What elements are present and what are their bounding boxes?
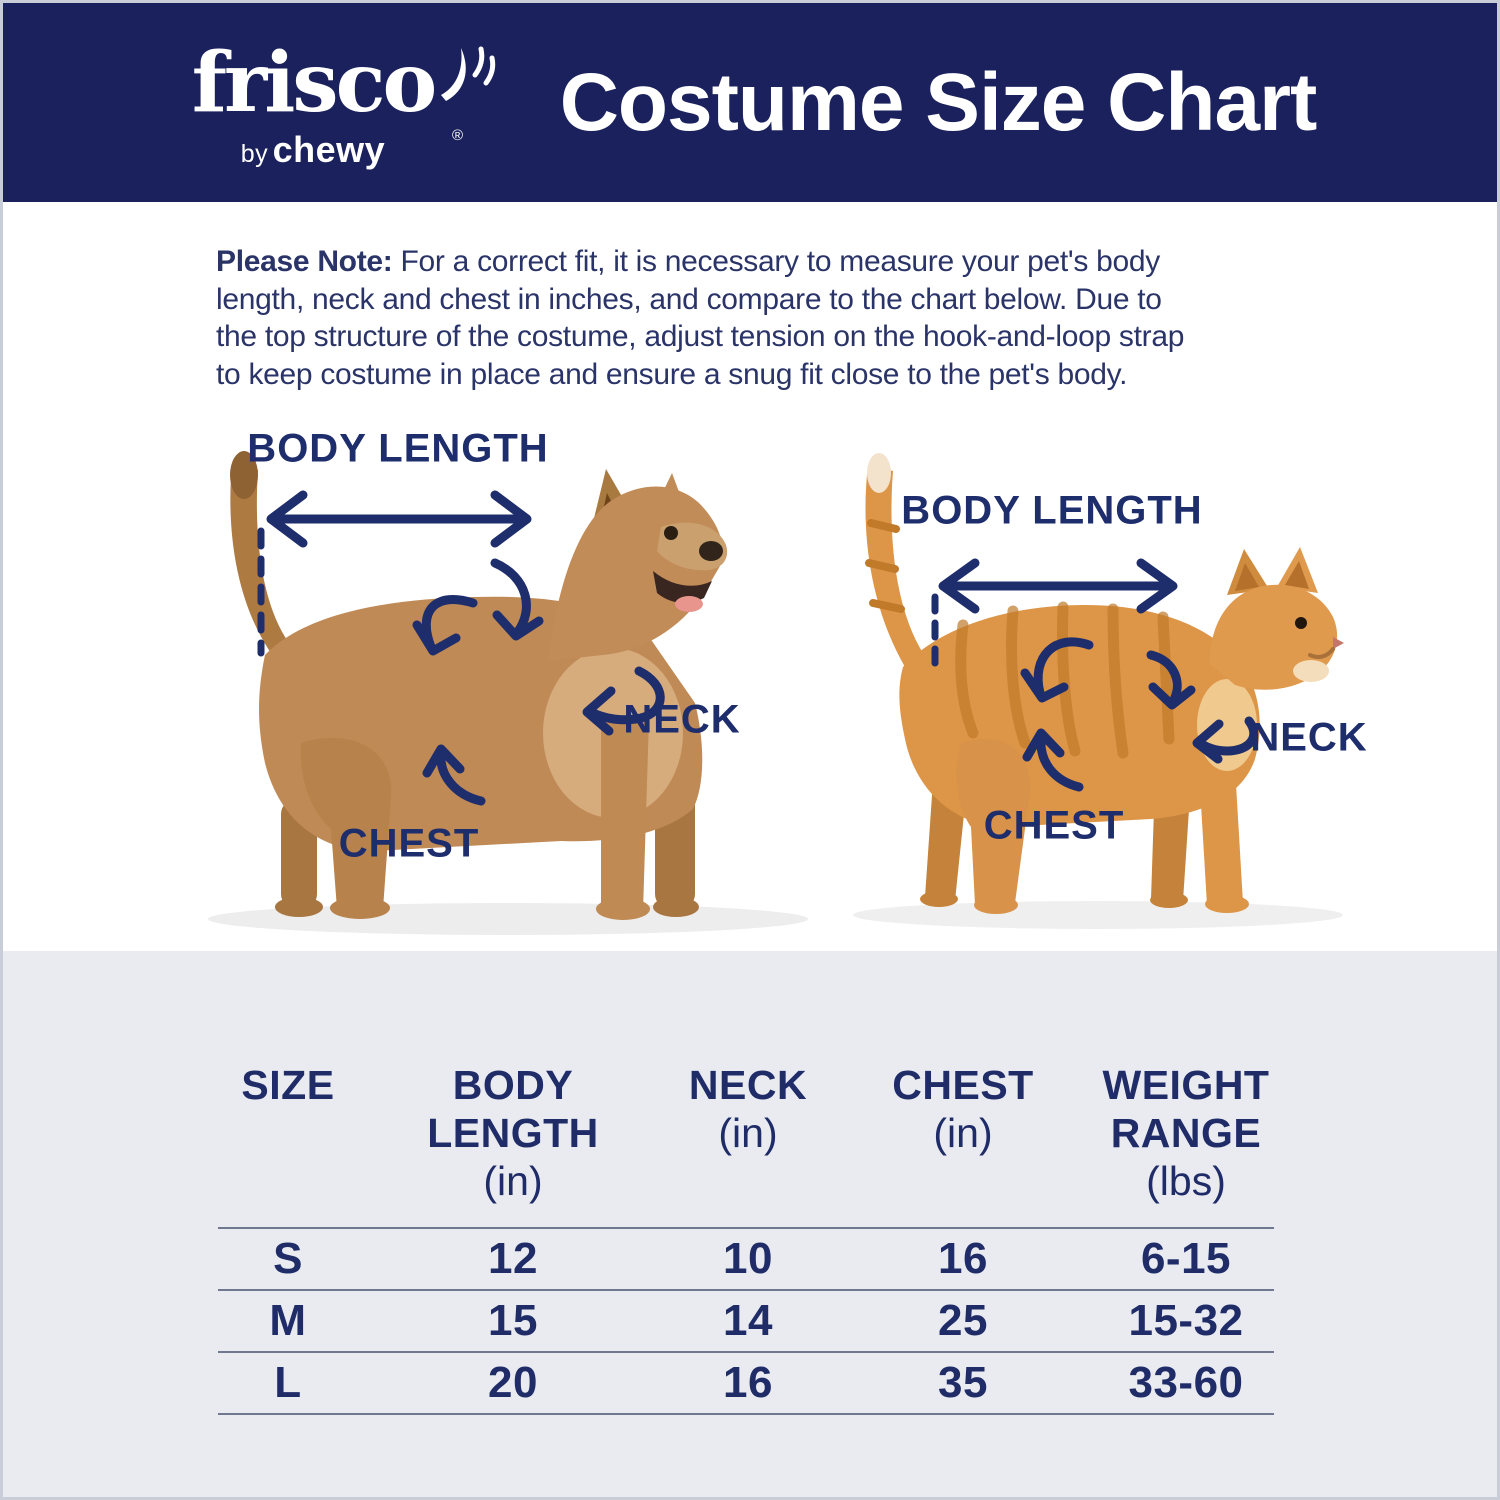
- dog-neck-label: NECK: [623, 697, 741, 742]
- cat-body-length-arrow: [943, 563, 1173, 609]
- col-header-weight-range: WEIGHT RANGE (lbs): [1102, 1062, 1270, 1204]
- size-table-header-row: [218, 1061, 1274, 1205]
- byline-chewy: chewy: [272, 129, 386, 170]
- cell-size: L: [274, 1358, 302, 1407]
- cat-chest-label: CHEST: [983, 803, 1125, 848]
- size-table-body: [218, 1227, 1274, 1415]
- note-line-2: length, neck and chest in inches, and compare to the chart below. Due to: [216, 282, 1162, 316]
- cell-chest: 25: [938, 1296, 988, 1345]
- dog-body-length-arrow: [271, 495, 527, 543]
- cell-chest: 35: [938, 1358, 988, 1407]
- cell-neck: 10: [723, 1234, 773, 1283]
- dog-body-length-label: BODY LENGTH: [247, 426, 549, 471]
- cat-body-length-label: BODY LENGTH: [901, 488, 1203, 533]
- dog-illustration: [208, 451, 808, 935]
- cell-body-length: 15: [488, 1296, 538, 1345]
- col-header-size: SIZE: [241, 1062, 335, 1108]
- note-label: Please Note:: [216, 245, 393, 278]
- cell-body-length: 12: [488, 1234, 538, 1283]
- frisco-logo: frisco: [191, 35, 435, 131]
- size-table: [218, 1061, 1274, 1415]
- table-row-large: [218, 1353, 1274, 1415]
- cell-weight-range: 6-15: [1140, 1234, 1232, 1283]
- dog-chest-label: CHEST: [338, 821, 480, 866]
- cell-chest: 16: [938, 1234, 988, 1283]
- note-line-3: the top structure of the costume, adjust tension on the hook-and-loop strap: [216, 320, 1185, 353]
- registered-mark: ®: [452, 127, 464, 144]
- note-line-4: to keep costume in place and ensure a snug fit close to the pet's body.: [216, 357, 1128, 391]
- byline-by: by: [240, 140, 269, 168]
- cell-neck: 14: [723, 1296, 773, 1345]
- cell-weight-range: 33-60: [1128, 1358, 1244, 1407]
- cell-neck: 16: [723, 1358, 773, 1407]
- cell-size: M: [269, 1296, 307, 1345]
- col-header-body-length: BODY LENGTH (in): [427, 1062, 599, 1204]
- cell-weight-range: 15-32: [1128, 1296, 1244, 1345]
- col-header-chest: CHEST (in): [892, 1062, 1034, 1156]
- col-header-neck: NECK (in): [688, 1062, 808, 1156]
- cell-size: S: [273, 1234, 303, 1283]
- table-row-small: [218, 1229, 1274, 1291]
- note-line-1: For a correct fit, it is necessary to measure your pet's body: [392, 245, 1160, 278]
- cell-body-length: 20: [488, 1358, 538, 1407]
- table-row-medium: [218, 1291, 1274, 1353]
- page-title: Costume Size Chart: [559, 57, 1317, 148]
- cat-neck-label: NECK: [1250, 715, 1368, 760]
